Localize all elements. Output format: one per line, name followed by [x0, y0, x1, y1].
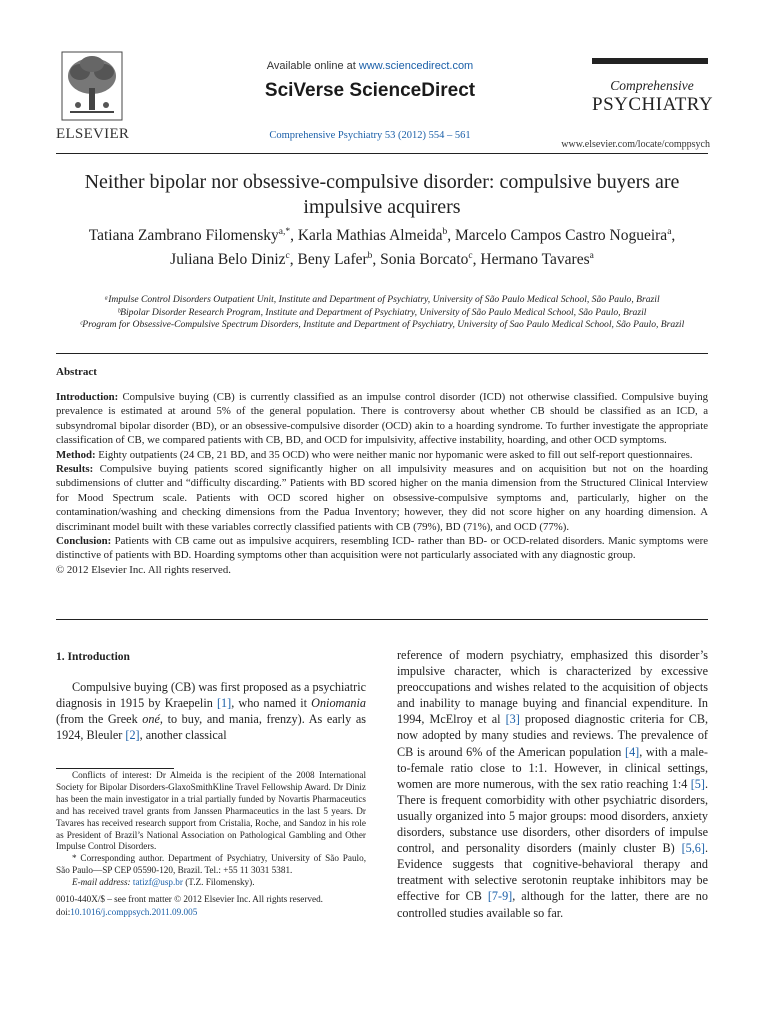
author-sep: ,: [372, 251, 381, 269]
body-text: proposed diagnostic criteria for CB, now adopted by many studies and reviews. The prevalence of CB is around 6% of the American population: [397, 712, 708, 759]
header-divider: [56, 153, 708, 154]
journal-logo: [592, 58, 712, 116]
email-label: E-mail address:: [72, 877, 131, 888]
doi-line: [56, 906, 366, 919]
author-5-affil: b: [367, 251, 373, 262]
italic-term: oné: [142, 712, 160, 727]
abstract-conclusion: [56, 534, 708, 563]
author-sep: ,: [671, 227, 676, 245]
footnote-conflicts: Conflicts of interest: Dr Almeida is the recipient of the 2008 International Society for Bipolar Disorders-GlaxoSmithKline Travel Fellowship Award. Dr Diniz has been the main investigator in a trial partially funded by Novartis Pharmaceutics and has received travel grants from Janssen Pharmaceutics in the last 5 years. Dr Tavares has received research support from Cristalia, Roche, and Sandoz in his role as President of Brazil’s National Association on Pathological Gambling and Other Impulse Control Disorders.: [56, 770, 366, 852]
author-list: [56, 222, 708, 270]
body-text: reference of modern psychiatry, emphasized this disorder’s impulsive character, which is characterized by excessive preoccupations and wishes related to the acquisition of objects and inability to manage buying and financial expenditure. In 1994, McElroy et al: [397, 648, 708, 727]
journal-name-line1: Comprehensive: [610, 78, 694, 93]
email-owner: (T.Z. Filomensky).: [182, 877, 255, 888]
author-2-affil: b: [442, 227, 448, 237]
issn-line: 0010-440X/$ – see front matter © 2012 Elsevier Inc. All rights reserved.: [56, 894, 323, 904]
author-6: Sonia Borcato: [380, 251, 469, 269]
author-5: Beny Lafer: [297, 251, 368, 269]
affiliation-c: ᶜProgram for Obsessive-Compulsive Spectrum Disorders, Institute and Department of Psychiatry, University of Sao Paulo Medical School, São Paulo, Brazil: [79, 319, 685, 330]
author-1: Tatiana Zambrano Filomensky: [88, 227, 279, 245]
intro-paragraph: [56, 679, 366, 743]
footnote-corresponding: * Corresponding author. Department of Psychiatry, University of São Paulo, São Paulo—SP CEP 05590-120, Brazil. Tel.: +55 11 3031 5381.: [56, 853, 366, 876]
abstract-method: [56, 448, 708, 462]
author-3: Marcelo Campos Castro Nogueira: [454, 227, 668, 245]
abstract-top-divider: [56, 353, 708, 354]
body-text: , who named it: [231, 696, 312, 711]
doi-link[interactable]: 10.1016/j.comppsych.2011.09.005: [70, 906, 198, 917]
citation-link[interactable]: [7-9]: [487, 889, 513, 904]
author-2: Karla Mathias Almeida: [297, 227, 443, 245]
author-sep: ,: [472, 251, 481, 269]
abstract-body: [56, 390, 708, 577]
abstract-introduction: [56, 390, 708, 448]
abstract-text: Patients with CB came out as impulsive acquirers, resembling ICD- rather than BD- or OCD-related disorders. Manic symptoms were distinctive of patients with BD. Hoarding symptoms other than acquisition were not particularly associated with any diagnostic group.: [56, 535, 708, 562]
body-text: , although for the latter, there are no controlled studies available so far.: [397, 889, 708, 920]
author-sep: ,: [447, 227, 455, 245]
abstract-label: Results:: [56, 463, 94, 476]
author-sep: ,: [289, 251, 298, 269]
available-online-line: [240, 60, 500, 72]
journal-name-line2: PSYCHIATRY: [592, 94, 714, 115]
abstract-bottom-divider: [56, 619, 708, 620]
abstract-results: [56, 462, 708, 534]
publisher-name: ELSEVIER: [56, 126, 130, 142]
author-sep: ,: [290, 227, 298, 245]
author-3-affil: a: [667, 227, 672, 237]
affiliations: [56, 294, 708, 332]
citation-link[interactable]: [2]: [125, 728, 140, 743]
author-7: Hermano Tavares: [480, 251, 590, 269]
email-link[interactable]: tatizf@usp.br: [132, 877, 183, 888]
body-text: , to buy, and mania, frenzy). As early as 1924, Bleuler: [56, 712, 366, 743]
body-text: , another classical: [139, 728, 227, 743]
article-meta: [56, 893, 366, 918]
author-1-affil: a,*: [278, 227, 291, 237]
left-column: [56, 649, 366, 743]
right-column-paragraph: [397, 647, 708, 921]
body-text: (from the Greek: [56, 712, 143, 727]
author-7-affil: a: [589, 251, 594, 262]
abstract-text: Eighty outpatients (24 CB, 21 BD, and 35 OCD) who were neither manic nor hypomanic were asked to fill out self-report questionnaires.: [95, 448, 693, 461]
affiliation-a: ᵃImpulse Control Disorders Outpatient Unit, Institute and Department of Psychiatry, University of São Paulo Medical School, São Paulo, Brazil: [104, 294, 660, 305]
citation-link[interactable]: [5]: [690, 776, 705, 791]
abstract-text: Compulsive buying patients scored significantly higher on all impulsivity measures and on acquisition but not on the hoarding subdimensions of clutter and “difficulty discarding.” Patients with BD scored higher on the mania dimension from the Structured Clinical Interview for Mood Spectrum scale. Patients with OCD scored higher on obsessive-compulsive symptoms and, particularly, higher on the contamination/washing and checking dimensions from the Padua Inventory; however, they did not score higher on any hoarding dimension. A discriminant model built with these variables correctly classified patients with CB (79%), BD (71%), and OCD (77%).: [56, 463, 708, 533]
body-text: Compulsive buying (CB) was first proposed as a psychiatric diagnosis in 1915 by Kraepelin: [56, 680, 366, 711]
abstract-label: Introduction:: [56, 391, 119, 403]
body-text: . There is frequent comorbidity with other psychiatric disorders, usually organized into 5 major groups: mood disorders, anxiety disorders, substance use disorders, other disorders of impulse control, and personality disorders (mainly cluster B): [397, 776, 708, 856]
author-6-affil: c: [468, 251, 473, 262]
section-heading-introduction: 1. Introduction: [56, 651, 130, 663]
author-4: Juliana Belo Diniz: [170, 251, 286, 269]
right-column: [397, 647, 708, 921]
affiliation-b: ᵇBipolar Disorder Research Program, Institute and Department of Psychiatry, University of São Paulo Medical School, São Paulo, Brazil: [117, 306, 647, 318]
abstract-heading: Abstract: [56, 366, 97, 378]
citation-link[interactable]: [3]: [505, 712, 520, 727]
citation-link[interactable]: [5,6]: [681, 841, 705, 856]
article-title: Neither bipolar nor obsessive-compulsive disorder: compulsive buyers are impulsive acquirers: [84, 171, 680, 218]
doi-label: doi:: [56, 906, 71, 917]
body-text: , with a male-to-female ratio close to 1:1. However, in clinical settings, women are more numerous, with the sex ratio reaching 1:4: [397, 744, 708, 791]
footnotes: [56, 770, 366, 889]
journal-url[interactable]: www.elsevier.com/locate/comppsych: [561, 139, 710, 150]
citation-link[interactable]: [1]: [216, 696, 232, 711]
journal-citation-link[interactable]: Comprehensive Psychiatry 53 (2012) 554 – 561: [269, 130, 471, 141]
elsevier-tree-icon: [60, 50, 124, 122]
abstract-label: Conclusion:: [56, 535, 112, 548]
available-online-text: Available online at: [266, 60, 359, 72]
sciverse-logo-text: SciVerse ScienceDirect: [264, 80, 476, 101]
abstract-text: Compulsive buying (CB) is currently classified as an impulse control disorder (ICD) not otherwise classified. Compulsive buying prevalence is estimated at around 5% of the general population. There is controversy about whether CB should be classified as an ICD, a subsyndromal bipolar disorder (BD), or an obsessive-compulsive disorder (OCD) akin to a hoarding syndrome. To further investigate the appropriate classification of CB, we compared patients with CB, BD, and OCD for impulsivity, affective instability, hoarding, and other OCD symptoms.: [56, 391, 708, 447]
author-4-affil: c: [285, 251, 290, 262]
journal-logo-bar: [592, 58, 708, 64]
footnote-divider: [56, 768, 174, 769]
body-text: . Evidence suggests that cognitive-behavioral therapy and treatment with selective serotonin reuptake inhibitors may be effective for CB: [397, 841, 708, 904]
abstract-label: Method:: [56, 448, 96, 461]
sciencedirect-link[interactable]: www.sciencedirect.com: [358, 60, 474, 72]
footnote-email: [56, 877, 366, 889]
elsevier-logo: [56, 50, 128, 143]
abstract-copyright: © 2012 Elsevier Inc. All rights reserved.: [56, 563, 231, 576]
italic-term: Oniomania: [311, 696, 366, 711]
citation-link[interactable]: [4]: [625, 744, 640, 759]
